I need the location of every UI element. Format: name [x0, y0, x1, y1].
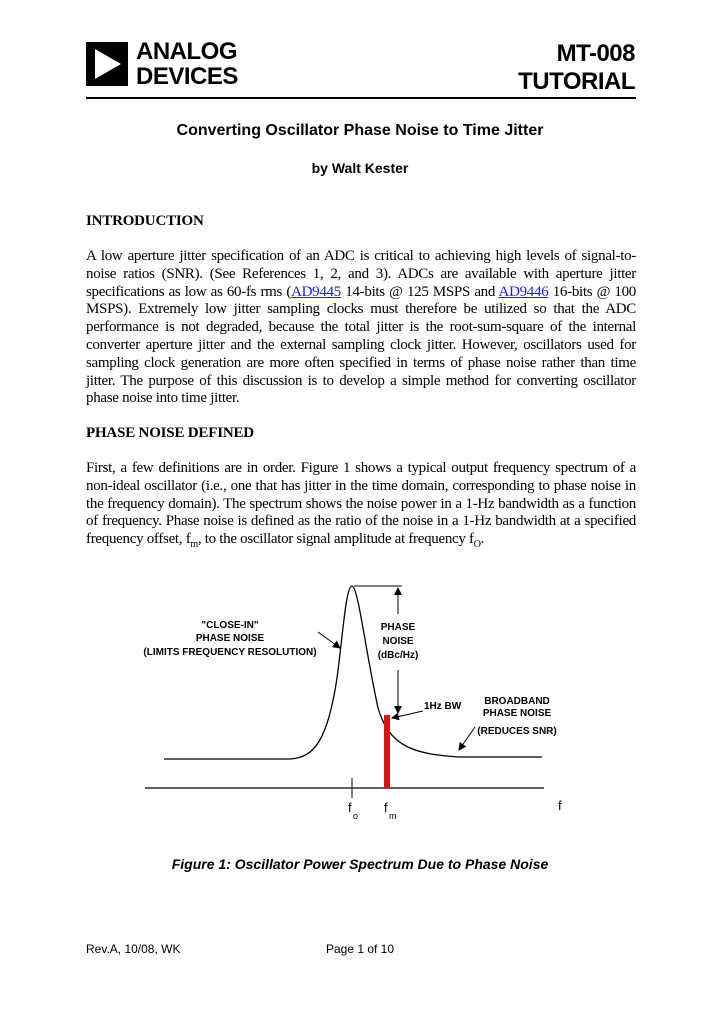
fm-label-sub: m: [389, 811, 397, 821]
introduction-paragraph: [86, 248, 636, 408]
analog-devices-logo-icon: [86, 42, 128, 86]
x-axis-label: f: [558, 798, 562, 813]
phase-text-b: , to the oscillator signal amplitude at frequency f: [197, 531, 474, 548]
phase-noise-label-2: NOISE: [382, 636, 414, 647]
header-divider: [86, 97, 636, 99]
figure-caption: Figure 1: Oscillator Power Spectrum Due to Phase Noise: [171, 856, 549, 872]
bw-label: 1Hz BW: [424, 701, 462, 712]
brand-line-2: DEVICES: [136, 63, 238, 90]
intro-text-a: A low aperture jitter specification of an ADC is critical to achieving high levels of signal-to-noise ratios (SNR). (See References 1, 2, and 3). ADCs are available with aperture jitter specifications as low as 60-fs rms (: [86, 248, 636, 300]
document-id: [518, 40, 635, 96]
doc-number: MT-008: [556, 40, 635, 67]
brand-line-1: ANALOG: [136, 38, 237, 65]
bw-arrow: [392, 711, 423, 718]
link-ad9445[interactable]: AD9445: [291, 283, 341, 300]
page-number: Page 1 of 10: [325, 942, 395, 956]
revision-info: Rev.A, 10/08, WK: [86, 942, 181, 956]
page-title: Converting Oscillator Phase Noise to Time Jitter: [176, 122, 544, 139]
brand-name: [136, 39, 238, 89]
section-heading-introduction: INTRODUCTION: [86, 213, 204, 229]
broadband-label-2: PHASE NOISE: [482, 708, 552, 719]
fm-label: f: [384, 800, 388, 815]
phase-text-c: .: [480, 531, 485, 548]
intro-text-b: 14-bits @ 125 MSPS and: [340, 283, 499, 300]
intro-text-c: 16-bits @ 100 MSPS). Extremely low jitter sampling clocks must therefore be utilized so that the ADC performance is not degraded, because the total jitter is the root-sum-square of the internal converter aperture jitter and the external sampling clock jitter. However, oscillators used for sampling clock generation are more often specified in terms of phase noise rather than time jitter. The purpose of this discussion is to develop a simple method for converting oscillator phase noise into time jitter.: [86, 283, 637, 407]
1hz-bandwidth-bar: [384, 715, 390, 788]
section-heading-phase-noise-defined: PHASE NOISE DEFINED: [86, 425, 254, 441]
link-ad9446[interactable]: AD9446: [498, 283, 549, 300]
subscript-o: O: [473, 539, 481, 551]
broadband-label-3: (REDUCES SNR): [477, 726, 557, 737]
close-in-arrow: [318, 632, 340, 648]
close-in-label-3: (LIMITS FREQUENCY RESOLUTION): [143, 647, 317, 658]
subscript-m: m: [190, 539, 198, 551]
broadband-label-1: BROADBAND: [484, 696, 550, 707]
doc-type: TUTORIAL: [518, 68, 635, 95]
phase-text-a: First, a few definitions are in order. Figure 1 shows a typical output frequency spectrum of a non-ideal oscillator (i.e., one that has jitter in the time domain, corresponding to phase noise in the frequency domain). The spectrum shows the noise power in a 1-Hz bandwidth as a function of frequency. Phase noise is defined as the ratio of the noise in a 1-Hz bandwidth at a specified frequency offset, f: [86, 460, 636, 548]
author-byline: by Walt Kester: [311, 160, 409, 176]
phase-noise-paragraph: [86, 460, 636, 554]
phase-noise-label-1: PHASE: [380, 622, 416, 633]
fo-label-sub: o: [353, 811, 359, 821]
fo-label: f: [348, 800, 352, 815]
figure-1-spectrum-diagram: [140, 578, 580, 824]
close-in-label-1: "CLOSE-IN": [201, 620, 259, 631]
close-in-label-2: PHASE NOISE: [195, 633, 265, 644]
phase-noise-label-3: (dBc/Hz): [377, 650, 419, 661]
broadband-arrow: [459, 727, 475, 750]
